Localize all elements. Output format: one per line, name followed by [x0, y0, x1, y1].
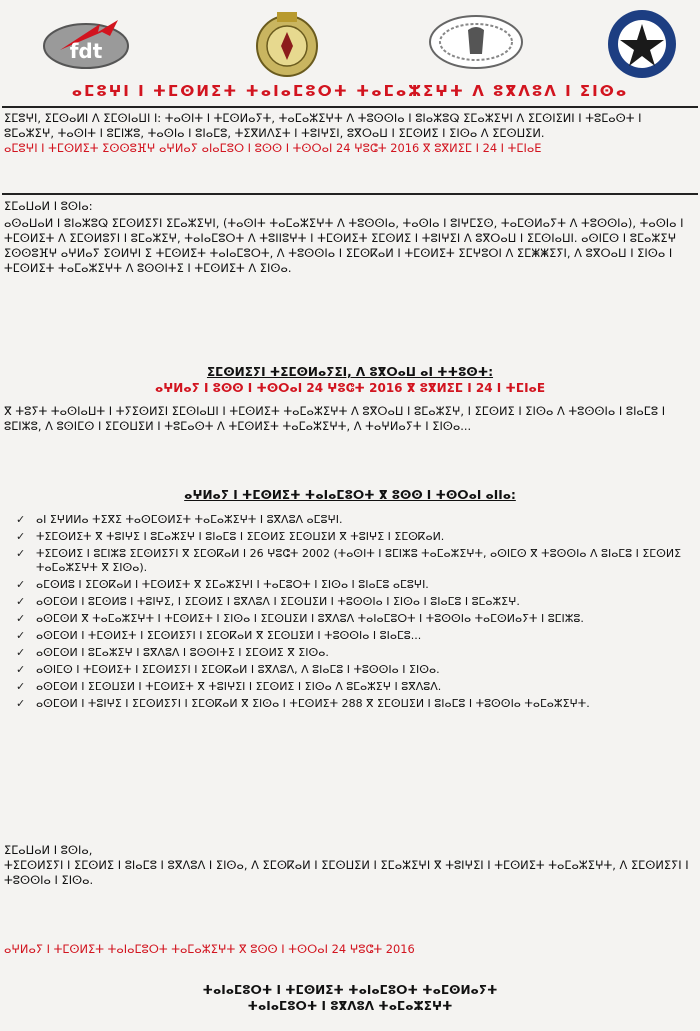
- footer-line-1: ⵜⴰⵏⴰⵎⵓⵔⵜ ⵏ ⵜⵎⵙⵍⵉⵜ ⵜⴰⵏⴰⵎⵓⵔⵜ ⵜⴰⵎⵙⵍⴰⵢⵜ: [202, 983, 498, 997]
- royal-emblem-logo: [248, 8, 326, 80]
- checkmark-icon: ✓: [16, 697, 26, 710]
- list-item: ✓ ⴰⵙⵎⵙⵍ ⴳ ⵜⴰⵎⴰⵣⵉⵖⵜ ⵏ ⵜⵎⵙⵍⵉⵜ ⵏ ⵉⵏⵙⴰ ⵏ ⵉⵎⵙⵡⵉⵍ ⵏ ⵓⴳⴷⵓⴷ ⵜⴰⵏⴰⵎⵓⵔⵜ ⵏ ⵜⵓⵙⵙⵏⴰ ⵜⴰⵎⵙⵍⴰⵢⵜ ⵏ ⵓⵎⵏⵣⵓ.: [16, 612, 584, 625]
- section-1-heading: [0, 364, 700, 396]
- oval-seal-logo: [428, 14, 524, 70]
- list-item: ✓ ⴰⵙⵏⵎⵙ ⵏ ⵜⵎⵙⵍⵉⵜ ⵏ ⵉⵎⵙⵍⵉⵢⵏ ⵏ ⵉⵎⵙⴽⴰⵍ ⵏ ⵓⴳⴷⵓⴷ, ⴷ ⵓⵏⴰⵎⵓ ⵏ ⵜⵓⵙⵙⵏⴰ ⵏ ⵉⵏⵙⴰ.: [16, 663, 440, 676]
- checkmark-icon: ✓: [16, 578, 26, 591]
- list-item: ✓ ⴰⵙⵎⵙⵍ ⵏ ⵜⵎⵙⵍⵉⵜ ⵏ ⵉⵎⵙⵍⵉⵢⵏ ⵏ ⵉⵎⵙⴽⴰⵍ ⴳ ⵉⵎⵙⵡⵉⵍ ⵏ ⵜⵓⵙⵙⵏⴰ ⵏ ⵓⵏⴰⵎⵓ...: [16, 629, 422, 642]
- checkmark-icon: ✓: [16, 612, 26, 625]
- document-title: ⴰⵎⵓⵖⵏ ⵏ ⵜⵎⵙⵍⵉⵜ ⵜⴰⵏⴰⵎⵓⵔⵜ ⵜⴰⵎⴰⵣⵉⵖⵜ ⴷ ⵓⴳⴷⵓⴷ ⵏ ⵉⵏⵙⴰ: [71, 82, 629, 100]
- list-item: ✓ ⵜⵉⵎⵙⵍⵉ ⵏ ⵓⵎⵏⵣⵓ ⵉⵎⵙⵍⵉⵢⵏ ⴳ ⵉⵎⵙⴽⴰⵍ ⵏ 26 ⵖⵓⵛⵜ 2002 (ⵜⴰⵙⵏⵜ ⵏ ⵓⵎⵏⵣⵓ ⵜⴰⵎⴰⵣⵉⵖⵜ, ⴰⵙⵏⵎⵙ ⴳ ⵜⵓⵙⵙⵏⴰ ⴷ ⵓⵏⴰⵎⵓ ⵏ ⵉⵎⵙⵍⵉ ⵜⴰⵎⴰⵣⵉⵖⵜ ⴳ ⵉⵏⵙⴰ).: [16, 547, 682, 574]
- signature-footer: [0, 982, 700, 1014]
- closing-text: ⵜⵉⵎⵙⵍⵉⵢⵏ ⵏ ⵉⵎⵙⵍⵉ ⵏ ⵓⵏⴰⵎⵓ ⵏ ⵓⴳⴷⵓⴷ ⵏ ⵉⵏⵙⴰ, ⴷ ⵉⵎⵙⴽⴰⵍ ⵏ ⵉⵎⵙⵡⵉⵍ ⵏ ⵉⵎⴰⵣⵉⵖⵏ ⴳ ⵜⵓⵏⵖⵉⵏ ⵏ ⵜⵎⵙⵍⵉⵜ ⵜⴰⵎⴰⵣⵉⵖⵜ, ⴷ ⵉⵎⵙⵍⵉⵢⵏ ⵏ ⵜⵓⵙⵙⵏⴰ ⵏ ⵉⵏⵙⴰ.: [4, 858, 689, 887]
- checkmark-icon: ✓: [16, 513, 26, 526]
- checkmark-icon: ✓: [16, 680, 26, 693]
- list-item: ✓ ⴰⵎⵙⵍⵓ ⵏ ⵉⵎⵙⴽⴰⵍ ⵏ ⵜⵎⵙⵍⵉⵜ ⴳ ⵉⵎⴰⵣⵉⵖⵏ ⵏ ⵜⴰⵎⵓⵔⵜ ⵏ ⵉⵏⵙⴰ ⵏ ⵓⵏⴰⵎⵓ ⴰⵎⵓⵖⵏ.: [16, 578, 429, 591]
- body1-label: ⵉⵎⴰⵡⴰⵍ ⵏ ⵓⵙⵏⴰ:: [4, 199, 93, 213]
- list-item: ✓ ⴰⵏ ⵉⵖⵍⵍⴰ ⵜⵉⴳⵉ ⵜⴰⵙⵎⵙⵍⵉⵜ ⵜⴰⵎⴰⵣⵉⵖⵜ ⵏ ⵓⴳⴷⵓⴷ ⴰⵎⵓⵖⵏ.: [16, 513, 343, 526]
- intro-divider: [2, 193, 698, 195]
- section-2-title: ⴰⵖⵍⴰⵢ ⵏ ⵜⵎⵙⵍⵉⵜ ⵜⴰⵏⴰⵎⵓⵔⵜ ⴳ ⵓⵙⵙ ⵏ ⵜⵙⵔⴰⵏ ⴰⵏⵏⴰ:: [184, 488, 516, 502]
- list-item: ✓ ⴰⵙⵎⵙⵍ ⵏ ⵜⵓⵏⵖⵉ ⵏ ⵉⵎⵙⵍⵉⵢⵏ ⵏ ⵉⵎⵙⴽⴰⵍ ⴳ ⵉⵏⵙⴰ ⵏ ⵜⵎⵙⵍⵉⵜ 288 ⴳ ⵉⵎⵙⵡⵉⵍ ⵏ ⵓⵏⴰⵎⵓ ⵏ ⵜⵓⵙⵙⵏⴰ ⵜⴰⵎⴰⵣⵉⵖⵜ.: [16, 697, 590, 710]
- checkmark-icon: ✓: [16, 595, 26, 608]
- list-item: ✓ ⴰⵙⵎⵙⵍ ⵏ ⵉⵎⵙⵡⵉⵍ ⵏ ⵜⵎⵙⵍⵉⵜ ⴳ ⵜⵓⵏⵖⵉⵏ ⵏ ⵉⵎⵙⵍⵉ ⵏ ⵉⵏⵙⴰ ⴷ ⵓⵎⴰⵣⵉⵖ ⵏ ⵓⴳⴷⵓⴷ.: [16, 680, 442, 693]
- intro-block: [4, 111, 694, 156]
- checkmark-icon: ✓: [16, 646, 26, 659]
- section-1-title: ⵉⵎⵙⵍⵉⵢⵏ ⵜⵉⵎⵙⵍⴰⵢⵉⵏ, ⴷ ⵓⴳⵔⴰⵡ ⴰⵏ ⵜⵜⵓⵙⵜ:: [206, 365, 494, 379]
- list-item: ✓ ⴰⵙⵎⵙⵍ ⵏ ⵓⵎⴰⵣⵉⵖ ⵏ ⵓⴳⴷⵓⴷ ⵏ ⵓⵙⵙⵏⵜⵉ ⵏ ⵉⵎⵙⵍⵉ ⴳ ⵉⵏⵙⴰ.: [16, 646, 329, 659]
- body-block-1: [4, 199, 694, 276]
- star-union-logo: [606, 8, 678, 80]
- footer-line-2: ⵜⴰⵏⴰⵎⵓⵔⵜ ⵏ ⵓⴳⴷⵓⴷ ⵜⴰⵎⴰⵣⵉⵖⵜ: [247, 999, 453, 1013]
- demands-checklist: [16, 513, 692, 714]
- list-item: ✓ ⵜⵉⵎⵙⵍⵉⵜ ⴳ ⵜⵓⵏⵖⵉ ⵏ ⵓⵎⴰⵣⵉⵖ ⵏ ⵓⵏⴰⵎⵓ ⵏ ⵉⵎⵙⵍⵉ ⵉⵎⵙⵡⵉⵍ ⴳ ⵜⵓⵏⵖⵉ ⵏ ⵉⵎⵙⴽⴰⵍ.: [16, 530, 445, 543]
- body2-text: ⴳ ⵜⵓⵢⵜ ⵜⴰⵙⵏⴰⵡⵜ ⵏ ⵜⵢⵉⵙⵍⵉⵏ ⵉⵎⵙⵏⴰⵡⵏ ⵏ ⵜⵎⵙⵍⵉⵜ ⵜⴰⵎⴰⵣⵉⵖⵜ ⴷ ⵓⴳⵔⴰⵡ ⵏ ⵓⵎⴰⵣⵉⵖ, ⵏ ⵉⵎⵙⵍⵉ ⵏ ⵉⵏⵙⴰ ⴷ ⵜⵓⵙⵙⵏⴰ ⵏ ⵓⵏⴰⵎⵓ ⵏ ⵓⵎⵏⵣⵓ, ⴷ ⵓⵙⵏⵎⵙ ⵏ ⵉⵎⵙⵡⵉⵍ ⵏ ⵜⵓⵎⴰⵙⵜ ⴷ ⵜⵎⵙⵍⵉⵜ ⵜⴰⵎⴰⵣⵉⵖⵜ, ⴷ ⵜⴰⵖⵍⴰⵢⵜ ⵏ ⵉⵏⵙⴰ...: [4, 404, 666, 433]
- closing-label: ⵉⵎⴰⵡⴰⵍ ⵏ ⵓⵙⵏⴰ,: [4, 843, 93, 857]
- body-block-2: [4, 404, 694, 434]
- intro-text: ⵉⵎⵓⵖⵏ, ⵉⵎⵙⴰⵍⵏ ⴷ ⵉⵎⵙⵏⴰⵡⵏ ⵏ: ⵜⴰⵙⵏⵜ ⵏ ⵜⵎⵙⵍⴰⵢⵜ, ⵜⴰⵎⴰⵣⵉⵖⵜ ⴷ ⵜⵓⵙⵙⵏⴰ ⵏ ⵓⵏⴰⵣⵓⵕ ⵉⵎⴰⵣⵉⵖⵏ ⴷ ⵉⵎⵙⵏⵉⵍⵏ ⵏ ⵜⵓⵎⴰⵙⵜ ⵏ ⵓⵎⴰⵣⵉⵖ, ⵜⴰⵙⵏⵜ ⵏ ⵓⵎⵏⵣⵓ, ⵜⴰⵙⵏⴰ ⵏ ⵓⵏⴰⵎⵓ, ⵜⵉⴳⵍⴷⵉⵜ ⵏ ⵜⵓⵏⵖⵉⵏ, ⵓⴳⵔⴰⵡ ⵏ ⵉⵎⵙⵍⵉ ⵏ ⵉⵏⵙⴰ ⴷ ⵉⵎⵙⵡⵉⵍ.: [4, 111, 642, 140]
- intro-red-line: ⴰⵎⵓⵖⵏ ⵏ ⵜⵎⵙⵍⵉⵜ ⵉⵙⵙⵓⴼⵖ ⴰⵖⵍⴰⵢ ⴰⵏⴰⵎⵓⵔ ⵏ ⵓⵙⵙ ⵏ ⵜⵙⵔⴰⵏ 24 ⵖⵓⵛⵜ 2016 ⴳ ⵓⴳⵍⵉⵎ ⵏ 24 ⵏ ⵜⵎⵏⴰⴹ: [4, 141, 542, 155]
- closing-block: [4, 843, 694, 888]
- checkmark-icon: ✓: [16, 530, 26, 543]
- fdt-logo: [40, 10, 136, 74]
- closing-red-line: ⴰⵖⵍⴰⵢ ⵏ ⵜⵎⵙⵍⵉⵜ ⵜⴰⵏⴰⵎⵓⵔⵜ ⵜⴰⵎⴰⵣⵉⵖⵜ ⴳ ⵓⵙⵙ ⵏ ⵜⵙⵔⴰⵏ 24 ⵖⵓⵛⵜ 2016: [4, 942, 415, 956]
- fdt-logo-text: fdt: [69, 39, 103, 63]
- checkmark-icon: ✓: [16, 547, 26, 560]
- body1-text: ⴰⵙⴰⵡⴰⵍ ⵏ ⵓⵏⴰⵣⵓⵕ ⵉⵎⵙⵍⵉⵢⵏ ⵉⵎⴰⵣⵉⵖⵏ, (ⵜⴰⵙⵏⵜ ⵜⴰⵎⴰⵣⵉⵖⵜ ⴷ ⵜⵓⵙⵙⵏⴰ, ⵜⴰⵙⵏⴰ ⵏ ⵓⵏⵖⵎⵉⵙ, ⵜⴰⵎⵙⵍⴰⵢⵜ ⴷ ⵜⵓⵙⵙⵏⴰ), ⵜⴰⵙⵏⴰ ⵏ ⵜⵎⵙⵍⵉⵜ ⴷ ⵉⵎⵙⵍⵓⵢⵏ ⵏ ⵓⵎⴰⵣⵉⵖ, ⵜⴰⵏⴰⵎⵓⵔⵜ ⴷ ⵜⵓⵏⵏⵓⵖⵜ ⵏ ⵜⵎⵙⵍⵉⵜ ⵉⵎⵙⵍⵉ ⵏ ⵜⵓⵏⵖⵉⵏ ⴷ ⵓⴳⵔⴰⵡ ⵏ ⵉⵎⵙⵏⴰⵡⵏ. ⴰⵙⵏⵎⵙ ⵏ ⵓⵎⴰⵣⵉⵖ ⵉⵙⵙⵓⴼⵖ ⴰⵖⵍⴰⵢ ⵉⵙⵍⵖⵏ ⵉ ⵜⵎⵙⵍⵉⵜ ⵜⴰⵏⴰⵎⵓⵔⵜ, ⴷ ⵜⵓⵙⵙⵏⴰ ⵏ ⵉⵎⵙⴽⴰⵍ ⵏ ⵜⵎⵙⵍⵉⵜ ⵉⵎⵖⵓⵔⵏ ⴷ ⵉⵎⵥⵥⵉⵢⵏ, ⴷ ⵓⴳⵔⴰⵡ ⵏ ⵉⵏⵙⴰ ⵏ ⵜⵎⵙⵍⵉⵜ ⵜⴰⵎⴰⵣⵉⵖⵜ ⴷ ⵓⵙⵙⵏⵜⵉ ⵏ ⵜⵎⵙⵍⵉⵜ ⴷ ⵉⵏⵙⴰ.: [4, 216, 684, 275]
- checkmark-icon: ✓: [16, 629, 26, 642]
- section-2-heading: [0, 487, 700, 503]
- top-divider: [2, 106, 698, 108]
- section-1-red-line: ⴰⵖⵍⴰⵢ ⵏ ⵓⵙⵙ ⵏ ⵜⵙⵔⴰⵏ 24 ⵖⵓⵛⵜ 2016 ⴳ ⵓⴳⵍⵉⵎ ⵏ 24 ⵏ ⵜⵎⵏⴰⴹ: [154, 381, 546, 395]
- list-item: ✓ ⴰⵙⵎⵙⵍ ⵏ ⵓⵎⵙⵍⵓ ⵏ ⵜⵓⵏⵖⵉ, ⵏ ⵉⵎⵙⵍⵉ ⵏ ⵓⴳⴷⵓⴷ ⵏ ⵉⵎⵙⵡⵉⵍ ⵏ ⵜⵓⵙⵙⵏⴰ ⵏ ⵉⵏⵙⴰ ⵏ ⵓⵏⴰⵎⵓ ⵏ ⵓⵎⴰⵣⵉⵖ.: [16, 595, 520, 608]
- logo-row: [0, 4, 700, 82]
- checkmark-icon: ✓: [16, 663, 26, 676]
